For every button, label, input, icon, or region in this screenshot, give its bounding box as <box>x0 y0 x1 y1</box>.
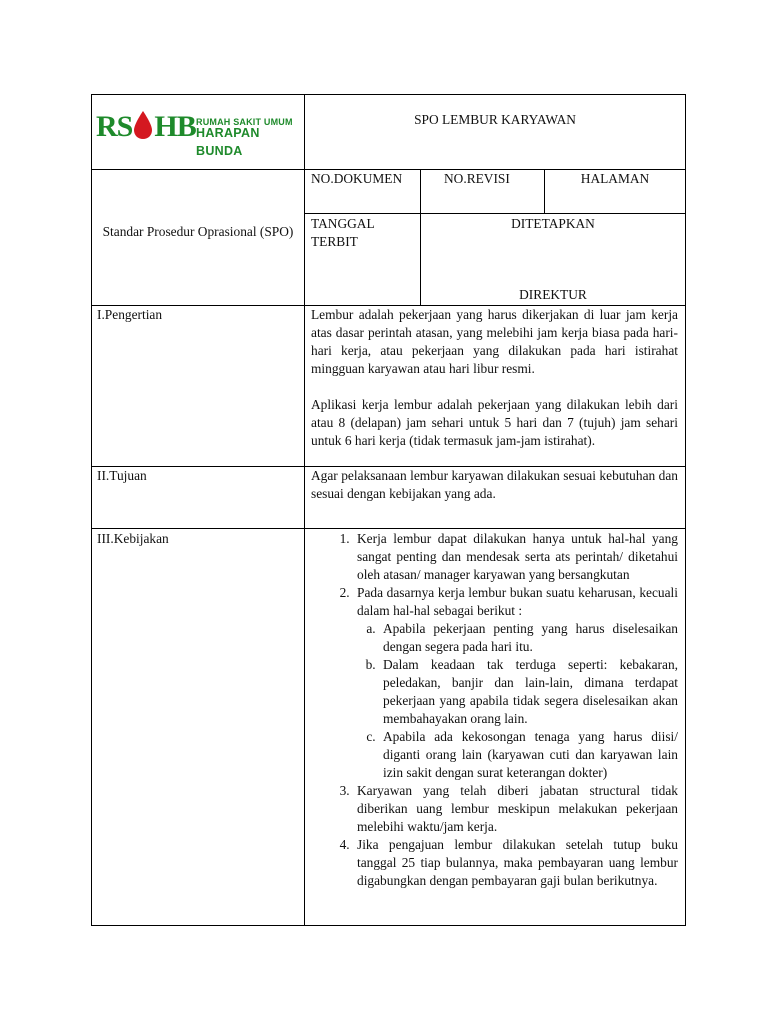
label-halaman: HALAMAN <box>580 171 650 186</box>
logo-line2: HARAPAN BUNDA <box>196 126 260 158</box>
document-type: Standar Prosedur Oprasional (SPO) <box>102 224 294 239</box>
hospital-logo <box>96 106 302 158</box>
logo-line1: RUMAH SAKIT UMUM <box>196 117 293 127</box>
kebijakan-item-3: 3. Karyawan yang telah diberi jabatan structural tidak diberikan uang lembur meskipun melakukan pekerjaan melebihi waktu/jam kerja. <box>353 782 678 836</box>
section-label-kebijakan: III.Kebijakan <box>97 531 169 546</box>
section-body-tujuan: Agar pelaksanaan lembur karyawan dilakukan sesuai kebutuhan dan sesuai dengan kebijakan yang ada. <box>311 468 678 501</box>
label-tanggal-terbit: TANGGAL TERBIT <box>311 216 375 249</box>
section-label-tujuan: II.Tujuan <box>97 468 147 483</box>
section-body-pengertian <box>311 306 678 450</box>
label-no-dokumen: NO.DOKUMEN <box>311 171 403 186</box>
pengertian-paragraph-1: Lembur adalah pekerjaan yang harus dikerjakan di luar jam kerja atas dasar perintah atasan, yang melebihi jam kerja biasa pada hari-hari kerja, atau pekerjaan yang dilakukan pada hari istirahat mingguan karyawan atau hari libur resmi. <box>311 307 678 376</box>
pengertian-paragraph-2: Aplikasi kerja lembur adalah pekerjaan yang dilakukan lebih dari atau 8 (delapan) jam sehari untuk 5 hari dan 7 (tujuh) jam sehari untuk 6 hari kerja (tidak termasuk jam-jam istirahat). <box>311 397 678 448</box>
logo-mark: RS HB <box>96 110 196 147</box>
kebijakan-item-2a: a. Apabila pekerjaan penting yang harus diselesaikan dengan segera pada hari itu. <box>379 620 678 656</box>
kebijakan-item-4: 4. Jika pengajuan lembur dilakukan setelah tutup buku tanggal 25 tiap bulannya, maka pembayaran uang lembur digabungkan dengan pembayaran gaji bulan berikutnya. <box>353 836 678 890</box>
section-body-kebijakan <box>305 530 678 890</box>
kebijakan-item-1: 1. Kerja lembur dapat dilakukan hanya untuk hal-hal yang sangat penting dan mendesak serta ats perintah/ diketahui oleh atasan/ manager karyawan yang bersangkutan <box>353 530 678 584</box>
label-direktur: DIREKTUR <box>519 287 587 302</box>
label-no-revisi: NO.REVISI <box>444 171 510 186</box>
kebijakan-item-2c: c. Apabila ada kekosongan tenaga yang harus diisi/ diganti orang lain (karyawan cuti dan karyawan lain izin sakit dengan surat keterangan dokter) <box>379 728 678 782</box>
section-label-pengertian: I.Pengertian <box>97 307 163 322</box>
kebijakan-sublist <box>357 620 678 782</box>
blood-drop-icon <box>132 110 154 147</box>
document-title: SPO LEMBUR KARYAWAN <box>414 112 576 127</box>
kebijakan-item-2b: b. Dalam keadaan tak terduga seperti: kebakaran, peledakan, banjir dan lain-lain, dimana terdapat pekerjaan yang apabila tidak segera diselesaikan akan membahayakan orang lain. <box>379 656 678 728</box>
kebijakan-list <box>305 530 678 890</box>
kebijakan-item-2: 2. Pada dasarnya kerja lembur bukan suatu keharusan, kecuali dalam hal-hal sebagai berikut : a. Apabila pekerjaan penting yang harus diselesaikan dengan segera pada hari itu. b. Dalam keadaan tak terduga seperti: kebakaran, peledakan, banjir dan lain-lain, dimana terdapat pekerjaan yang apabila tidak segera diselesaikan akan membahayakan orang lain. c. Apabila ada kekosongan tenaga yang harus diisi/ diganti orang lain (karyawan cuti dan karyawan lain izin sakit dengan surat keterangan dokter) <box>353 584 678 782</box>
label-ditetapkan: DITETAPKAN <box>511 216 595 231</box>
